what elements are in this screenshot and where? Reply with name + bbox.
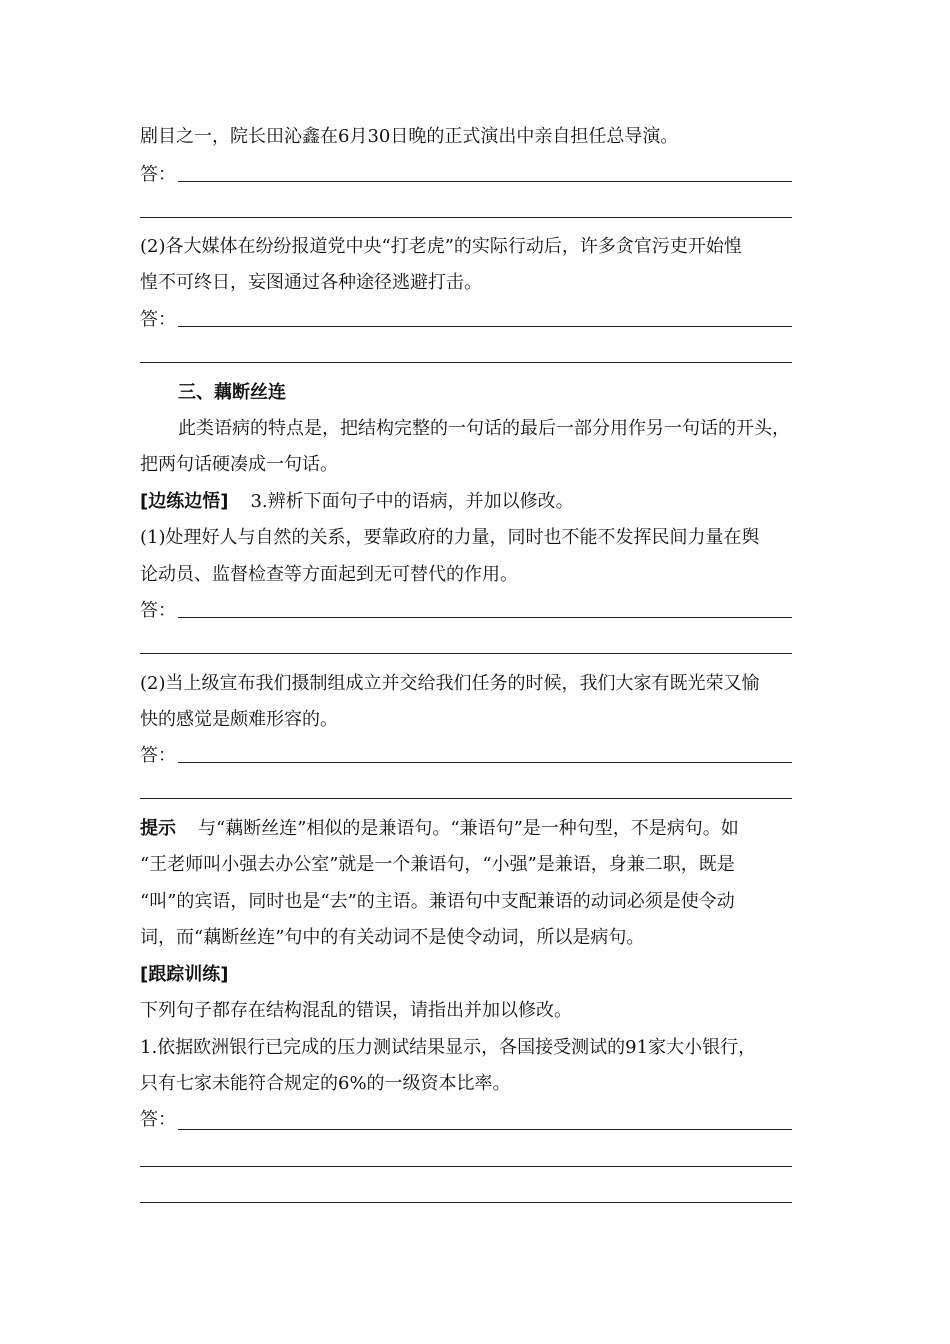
answer-blank[interactable] — [140, 1202, 792, 1203]
answer-label: 答： — [140, 745, 176, 766]
answer-label: 答： — [140, 600, 176, 621]
answer-blank[interactable] — [140, 362, 792, 363]
practice-text: 3.辨析下面句子中的语病，并加以修改。 — [250, 491, 574, 512]
tip-line: “叫”的宾语，同时也是“去”的主语。兼语句中支配兼语的动词必须是使令动 — [140, 891, 735, 912]
answer-label: 答： — [140, 309, 176, 330]
description-line: 此类语病的特点是，把结构完整的一句话的最后一部分用作另一句话的开头， — [178, 418, 790, 439]
question-line: (2)当上级宣布我们摄制组成立并交给我们任务的时候，我们大家有既光荣又愉 — [140, 673, 760, 694]
tip-text: 与“藕断丝连”相似的是兼语句。“兼语句”是一种句型，不是病句。如 — [198, 818, 739, 839]
tip-line: 词，而“藕断丝连”句中的有关动词不是使令动词，所以是病句。 — [140, 927, 645, 948]
tip-line: “王老师叫小强去办公室”就是一个兼语句，“小强”是兼语，身兼二职，既是 — [140, 854, 735, 875]
practice-heading — [140, 489, 574, 515]
answer-blank[interactable] — [178, 1129, 792, 1130]
answer-blank[interactable] — [140, 217, 792, 218]
answer-blank[interactable] — [178, 617, 792, 618]
answer-label: 答： — [140, 164, 176, 185]
answer-label: 答： — [140, 1109, 176, 1130]
question-line: (2)各大媒体在纷纷报道党中央“打老虎”的实际行动后，许多贪官污吏开始惶 — [140, 236, 742, 257]
question-line: 快的感觉是颇难形容的。 — [140, 709, 338, 730]
answer-blank[interactable] — [178, 762, 792, 763]
section-title: 三、藕断丝连 — [178, 382, 286, 403]
answer-blank[interactable] — [178, 181, 792, 182]
tip-line — [140, 816, 739, 842]
answer-blank[interactable] — [178, 326, 792, 327]
practice-tag: [边练边悟] — [140, 491, 229, 512]
answer-blank[interactable] — [140, 798, 792, 799]
tip-label: 提示 — [140, 818, 176, 839]
question-line: (1)处理好人与自然的关系，要靠政府的力量，同时也不能不发挥民间力量在舆 — [140, 527, 760, 548]
paragraph-line: 剧目之一，院长田沁鑫在6月30日晚的正式演出中亲自担任总导演。 — [140, 126, 679, 147]
answer-blank[interactable] — [140, 653, 792, 654]
question-line: 惶不可终日，妄图通过各种途径逃避打击。 — [140, 272, 482, 293]
tracking-text: 下列句子都存在结构混乱的错误，请指出并加以修改。 — [140, 1000, 572, 1021]
description-line: 把两句话硬凑成一句话。 — [140, 454, 338, 475]
question-line: 论动员、监督检查等方面起到无可替代的作用。 — [140, 564, 518, 585]
answer-blank[interactable] — [140, 1166, 792, 1167]
tracking-tag: [跟踪训练] — [140, 964, 229, 985]
question-line: 1.依据欧洲银行已完成的压力测试结果显示，各国接受测试的91家大小银行， — [140, 1037, 757, 1058]
question-line: 只有七家未能符合规定的6%的一级资本比率。 — [140, 1073, 511, 1094]
